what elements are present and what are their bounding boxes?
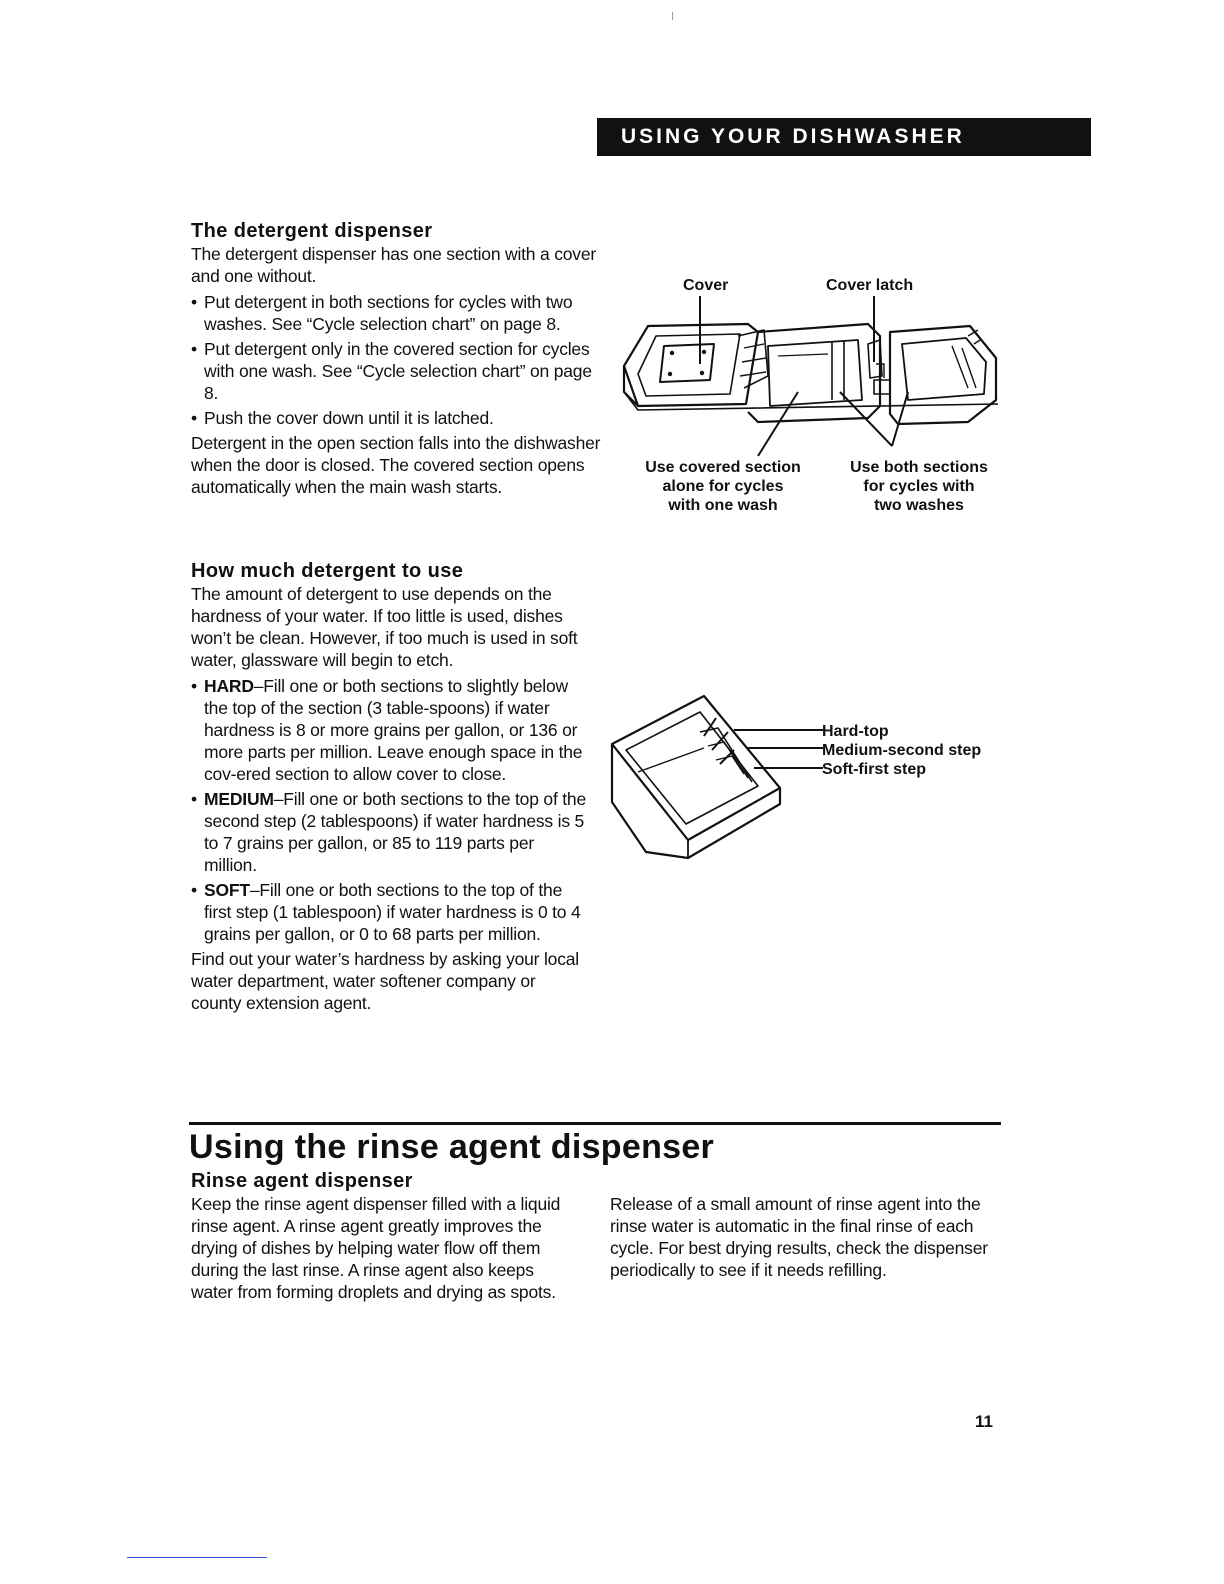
how-much-section [191,560,586,1018]
level-hard-label: Hard-top [822,723,889,740]
footer-rule [127,1557,267,1558]
bullet-icon: • [191,676,197,696]
list-item [191,788,586,876]
bullet-icon: • [191,292,197,312]
hardness-label: HARD [204,676,254,696]
hardness-label: SOFT [204,880,250,900]
hardness-label: MEDIUM [204,789,274,809]
level-medium-label: Medium-second step [822,742,982,759]
rinse-agent-col1: Keep the rinse agent dispenser filled with a liquid rinse agent. A rinse agent greatly improves the drying of dishes by helping water flow off them during the last rinse. A rinse agent also keeps water from forming droplets and drying as spots. [191,1194,561,1302]
bullet-icon: • [191,408,197,428]
hardness-text: –Fill one or both sections to slightly below the top of the section (3 table-spoons) if water hardness is 8 or more grains per gallon, or 136 or more parts per million. Leave enough space in the cov-ered section to allow cover to close. [204,676,583,784]
detergent-dispenser-bullets [191,291,606,429]
page-number: 11 [975,1412,993,1431]
section-banner [597,118,1091,156]
hardness-list [191,675,586,945]
list-item: • Put detergent only in the covered section for cycles with one wash. See “Cycle selection chart” on page 8. [191,339,592,403]
bullet-icon: • [191,880,197,900]
list-item [191,879,586,945]
detergent-dispenser-intro: The detergent dispenser has one section with a cover and one without. [191,244,596,286]
how-much-body [191,583,586,1014]
how-much-heading: How much detergent to use [191,560,464,582]
how-much-closing: Find out your water’s hardness by asking your local water department, water softener company or county extension agent. [191,949,579,1013]
fill-levels-labels [822,722,981,779]
caption-one-wash: Use covered section alone for cycles with one wash [645,459,801,514]
detergent-dispenser-illustration [618,296,1008,466]
rinse-agent-col2: Release of a small amount of rinse agent into the rinse water is automatic in the final rinse of each cycle. For best drying results, check the dispenser periodically to see if it needs refilling. [610,1194,988,1280]
banner-text: USING YOUR DISHWASHER [621,125,965,148]
rinse-agent-title: Using the rinse agent dispenser [189,1128,715,1166]
list-item: • Put detergent in both sections for cycles with two washes. See “Cycle selection chart” on page 8. [191,292,573,334]
fill-level-illustration [608,692,823,862]
bullet-icon: • [191,339,197,359]
level-soft-label: Soft-first step [822,761,926,778]
bullet-icon: • [191,789,197,809]
how-much-intro: The amount of detergent to use depends on the hardness of your water. If too little is used, dishes won’t be clean. However, if too much is used in soft water, glassware will begin to etch. [191,584,578,670]
scan-mark [672,12,673,20]
cover-latch-label: Cover latch [826,277,914,294]
detergent-dispenser-heading: The detergent dispenser [191,220,433,242]
detergent-dispenser-body [191,243,606,498]
hardness-text: –Fill one or both sections to the top of the second step (2 tablespoons) if water hardness is 5 to 7 grains per gallon, or 85 to 119 parts per million. [204,789,586,875]
detergent-dispenser-section [191,220,606,502]
cover-label: Cover [683,277,729,294]
caption-two-washes: Use both sections for cycles with two washes [850,459,988,514]
section-divider [189,1122,1001,1125]
list-item [191,675,586,785]
list-item: • Push the cover down until it is latched. [191,408,494,428]
detergent-dispenser-closing: Detergent in the open section falls into the dishwasher when the door is closed. The covered section opens automatically when the main wash starts. [191,433,601,497]
rinse-agent-heading: Rinse agent dispenser [191,1170,413,1192]
hardness-text: –Fill one or both sections to the top of the first step (1 tablespoon) if water hardness is 0 to 4 grains per gallon, or 0 to 68 parts per million. [204,880,581,944]
